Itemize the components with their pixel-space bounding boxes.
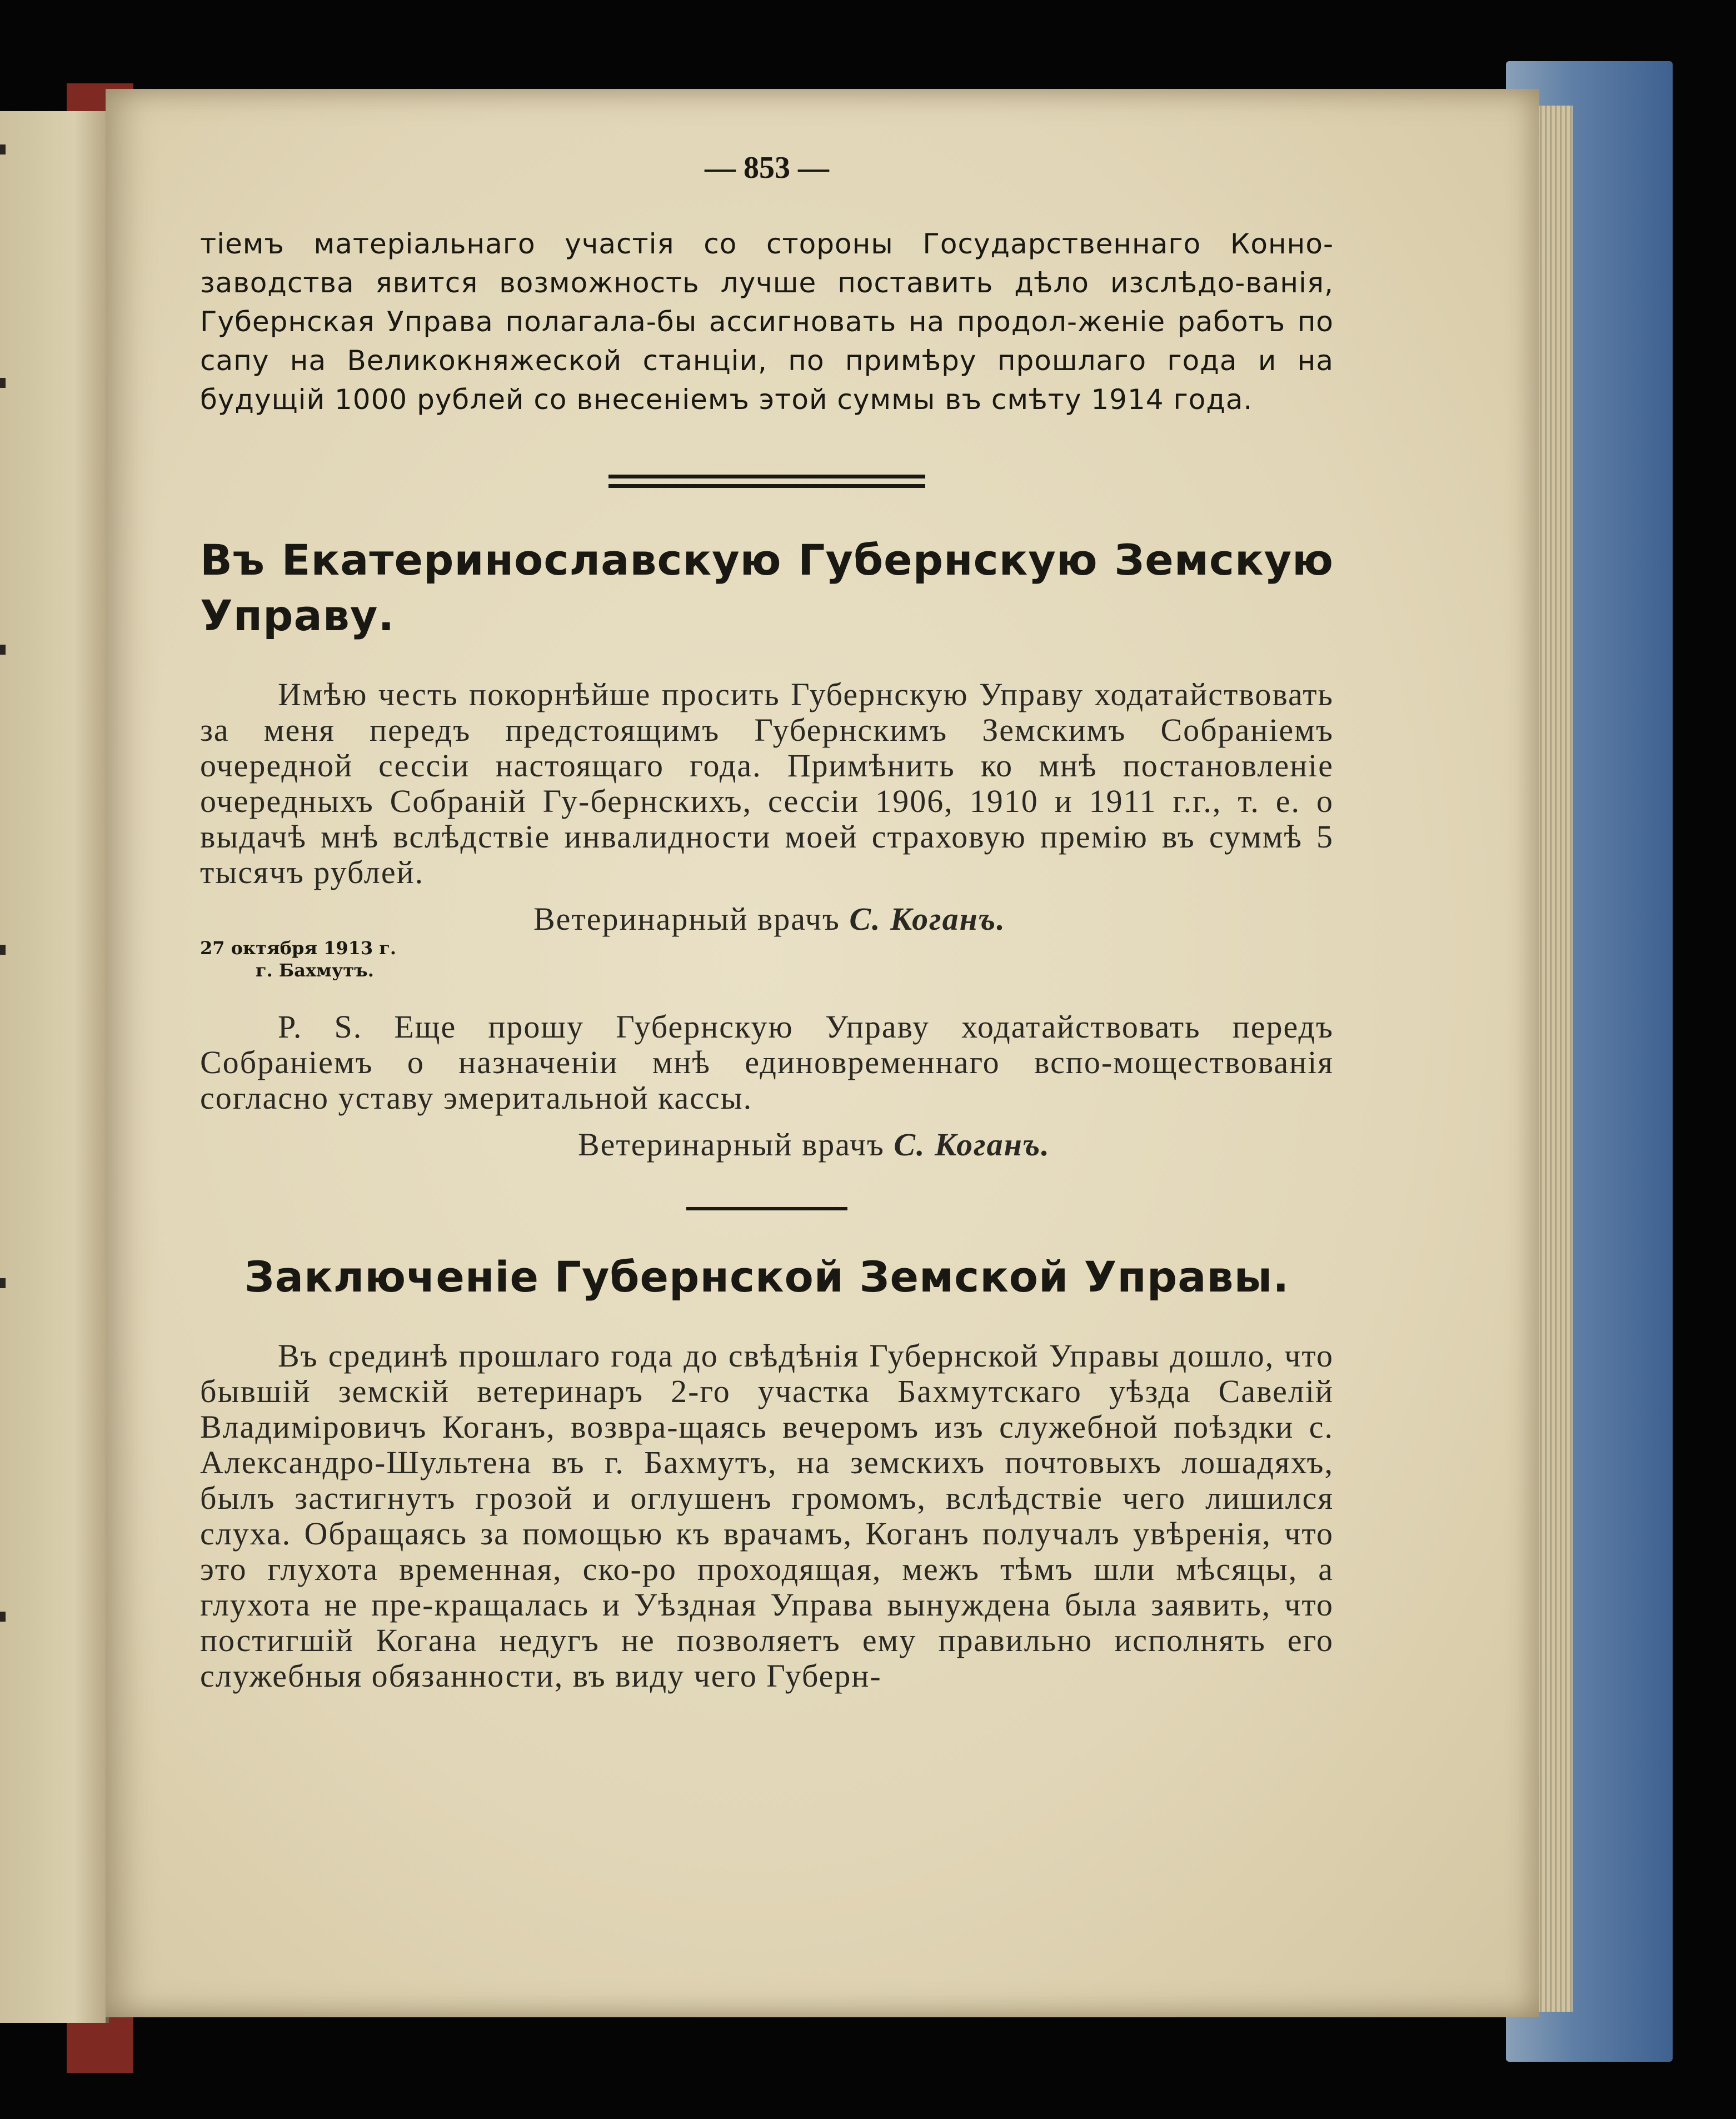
letter-place: г. Бахмутъ. <box>256 960 374 981</box>
page-content <box>200 150 1334 1694</box>
ps-paragraph-text: P. S. Еще прошу Губернскую Управу ходатайствовать передъ Собраніемъ о назначеніи мнѣ единовременнаго вспо-моществованія согласно уставу эмеритальной кассы. <box>200 1009 1334 1116</box>
ps-signature-title: Ветеринарный врачъ <box>578 1126 885 1163</box>
edge-mark <box>0 945 6 955</box>
date-place-block <box>200 937 1334 981</box>
signature-name: С. Коганъ. <box>849 901 1006 937</box>
letter-date: 27 октября 1913 г. <box>200 938 397 959</box>
ps-signature-name: С. Коганъ. <box>894 1126 1050 1163</box>
edge-mark <box>0 645 6 655</box>
page-number: — 853 — <box>705 151 829 185</box>
edge-mark <box>0 1612 6 1622</box>
short-divider <box>686 1207 847 1210</box>
edge-mark <box>0 378 6 388</box>
section2-paragraph <box>200 1338 1334 1694</box>
section-divider <box>608 475 925 488</box>
signature-title: Ветеринарный врачъ <box>533 901 840 937</box>
ps-paragraph <box>200 1009 1334 1116</box>
top-paragraph: тіемъ матеріальнаго участія со стороны Государственнаго Конно-заводства явится возможность лучше поставить дѣло изслѣдо-ванія, Губернская Управа полагала-бы ассигновать на продол-женіе работъ по сапу на Великокняжеской станціи, по примѣру прошлаго года и на будущій 1000 рублей со внесеніемъ этой суммы въ смѣту 1914 года. <box>200 228 1334 416</box>
ps-signature <box>578 1127 1334 1163</box>
facing-page-edge <box>0 111 109 2023</box>
section1-signature <box>533 901 1334 937</box>
edge-mark <box>0 1278 6 1288</box>
section1-paragraph-text: Имѣю честь покорнѣйше просить Губернскую Управу ходатайствовать за меня передъ предстоящимъ Губернскимъ Земскимъ Собраніемъ очередной сессіи настоящаго года. Примѣнить ко мнѣ постановленіе очередныхъ Собраній Гу-бернскихъ, сессіи 1906, 1910 и 1911 г.г., т. е. о выдачѣ мнѣ вслѣдствіе инвалидности моей страховую премію въ суммѣ 5 тысячъ рублей. <box>200 676 1334 890</box>
section2-heading: Заключеніе Губернской Земской Управы. <box>244 1252 1290 1302</box>
section1-paragraph <box>200 677 1334 890</box>
section1-heading: Въ Екатеринославскую Губернскую Земскую Управу. <box>200 535 1334 640</box>
edge-mark <box>0 144 6 154</box>
section2-paragraph-text: Въ срединѣ прошлаго года до свѣдѣнія Губернской Управы дошло, что бывшій земскій ветеринаръ 2-го участка Бахмутскаго уѣзда Савелій Владиміровичъ Коганъ, возвра-щаясь вечеромъ изъ служебной поѣздки с. Александро-Шультена въ г. Бахмутъ, на земскихъ почтовыхъ лошадяхъ, былъ застигнутъ грозой и оглушенъ громомъ, вслѣдствіе чего лишился слуха. Обращаясь за помощью къ врачамъ, Коганъ получалъ увѣренія, что это глухота временная, ско-ро проходящая, межъ тѣмъ шли мѣсяцы, а глухота не пре-кращалась и Уѣздная Управа вынуждена была заявить, что постигшій Когана недугъ не позволяетъ ему правильно исполнять его служебныя обязанности, въ виду чего Губерн- <box>200 1338 1334 1694</box>
